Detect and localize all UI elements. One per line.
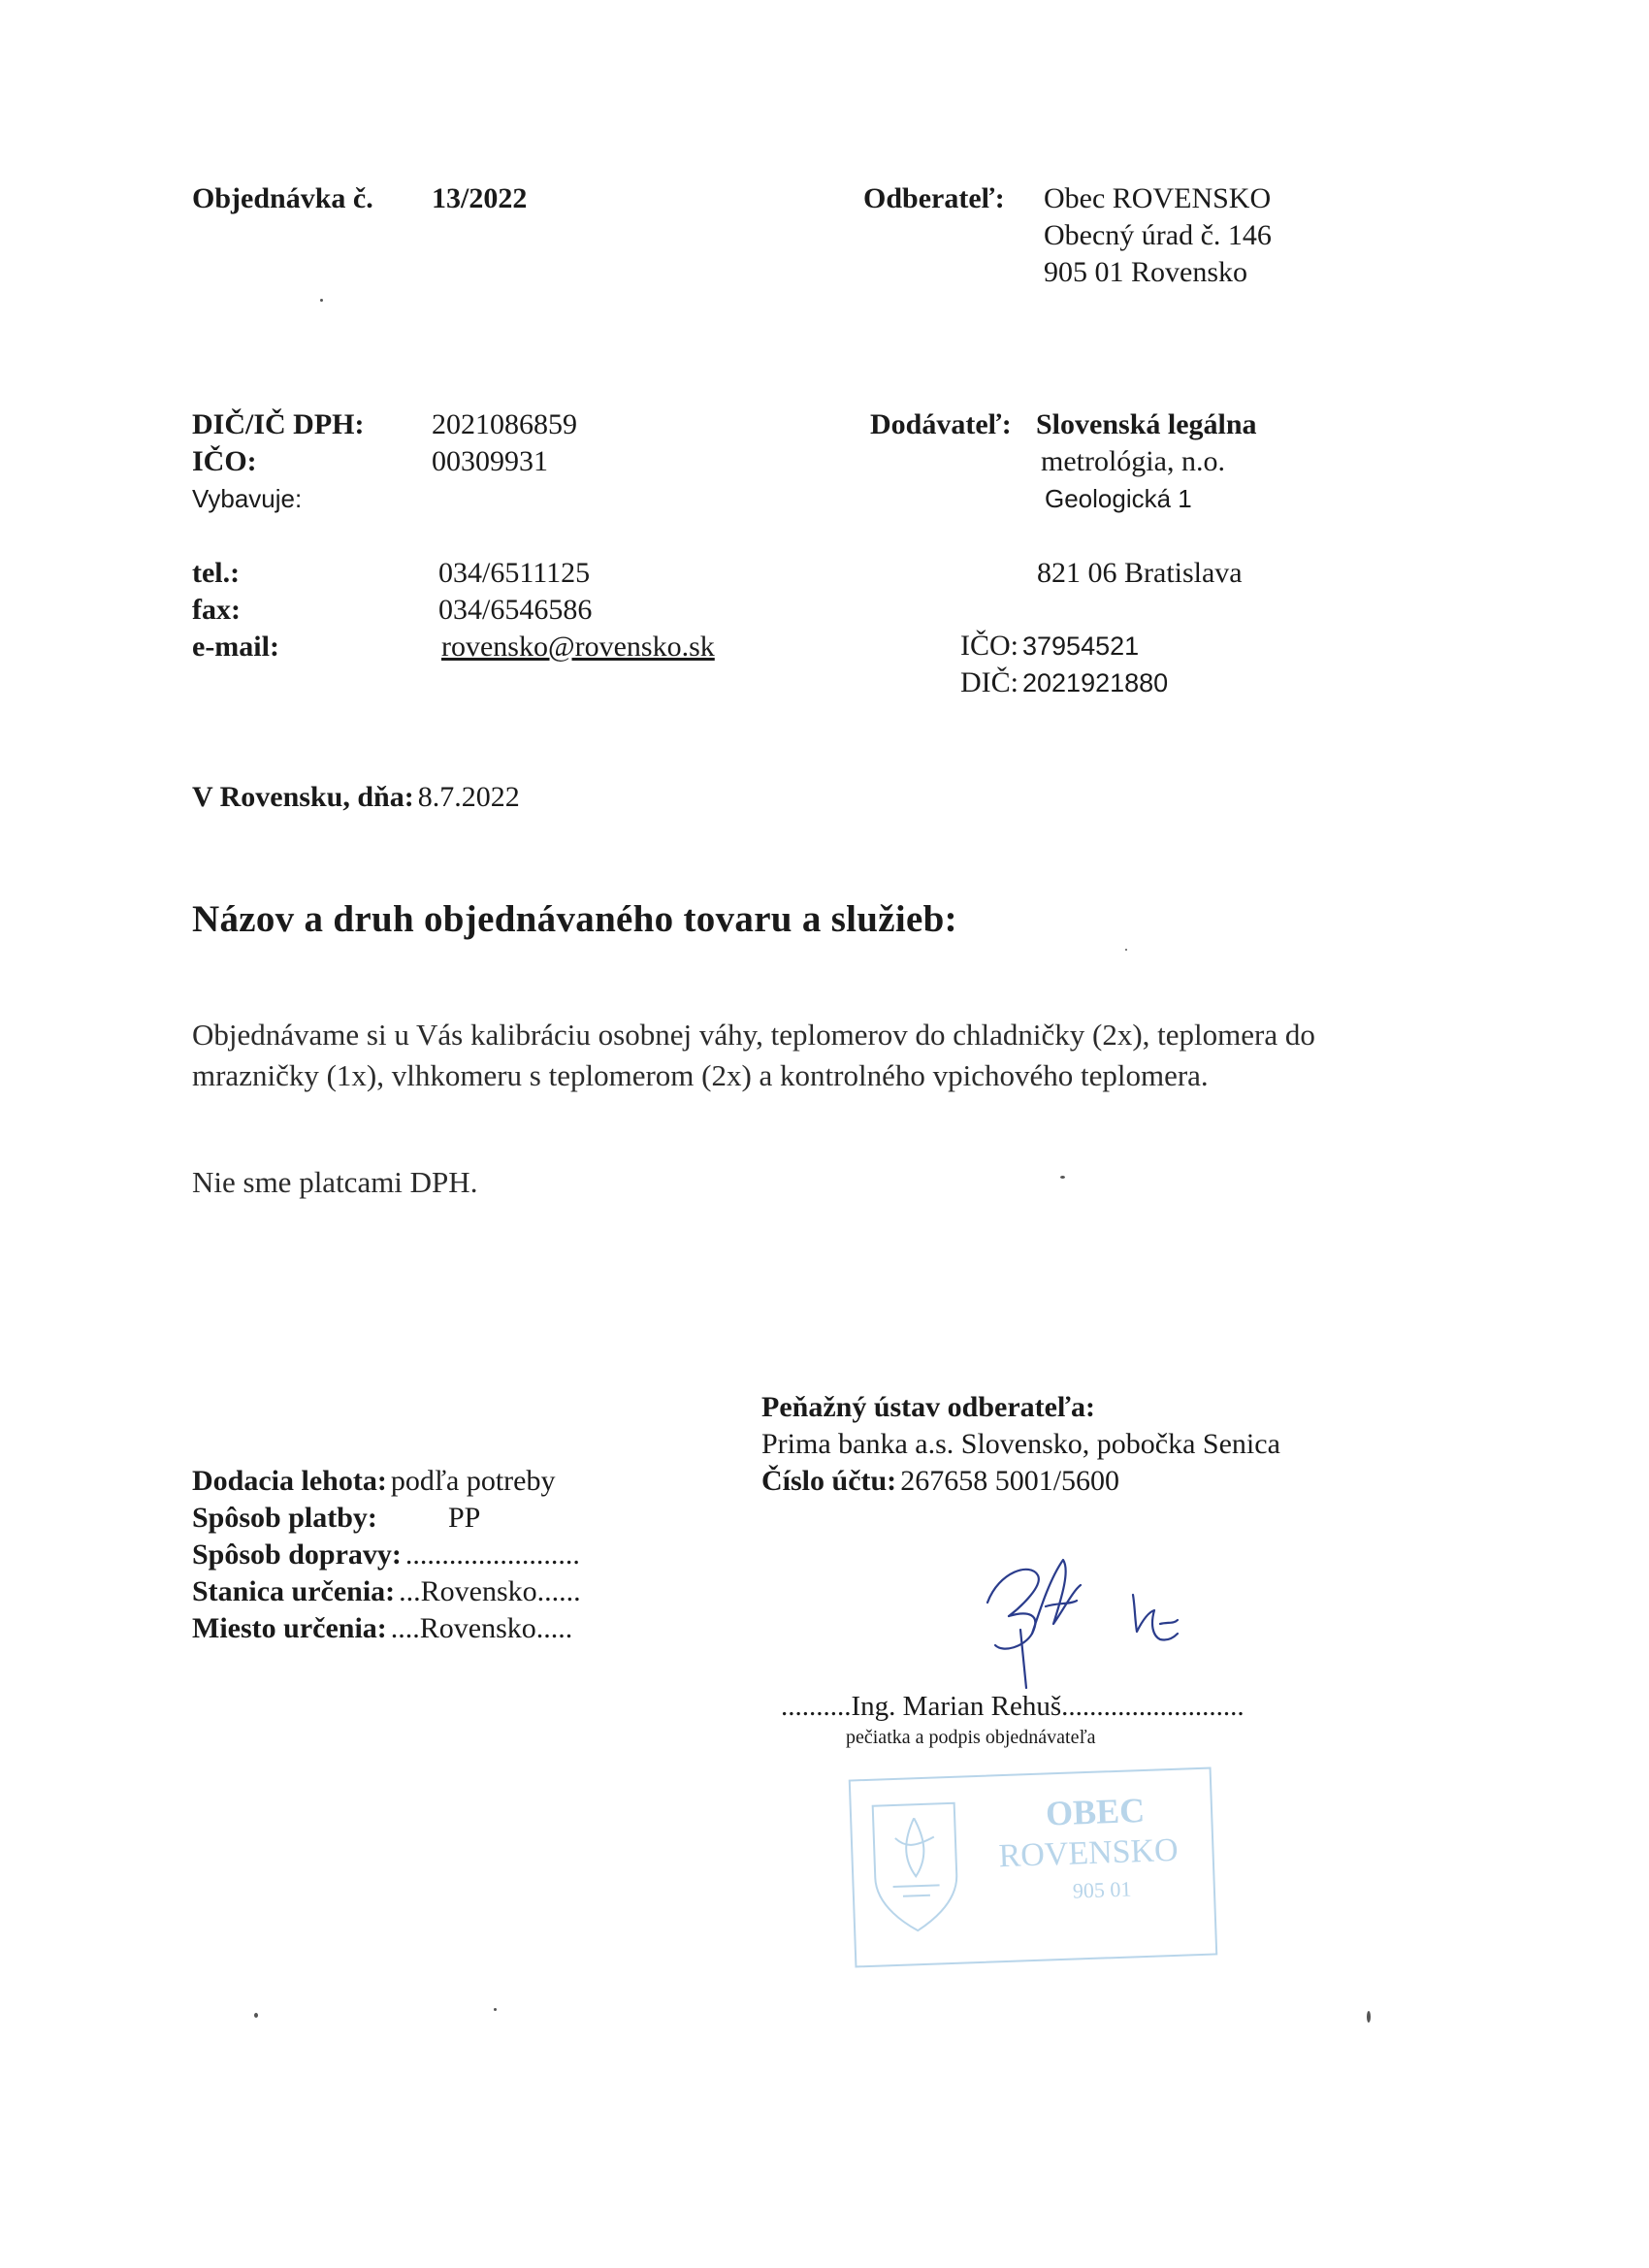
dic-value: 2021086859 [432, 408, 577, 440]
place-value: ....Rovensko..... [390, 1612, 573, 1644]
date-value: 8.7.2022 [417, 781, 520, 813]
scan-speck [494, 2008, 497, 2011]
coat-of-arms-icon [864, 1798, 966, 1936]
scan-speck [1125, 949, 1127, 951]
scan-speck [254, 2013, 258, 2018]
tel-value: 034/6511125 [438, 557, 591, 589]
scan-speck [1367, 2011, 1371, 2023]
date-label: V Rovensku, dňa: [192, 781, 414, 813]
supplier-ico-label: IČO: [960, 630, 1018, 662]
handwritten-signature [970, 1552, 1203, 1698]
stamp-line2: ROVENSKO [997, 1831, 1180, 1875]
order-number: 13/2022 [432, 182, 528, 214]
bank-label: Peňažný ústav odberateľa: [761, 1391, 1096, 1423]
order-label: Objednávka č. [192, 182, 373, 214]
supplier-dic-value: 2021921880 [1022, 668, 1169, 697]
account-value: 267658 5001/5600 [900, 1465, 1120, 1497]
ico-value: 00309931 [432, 445, 548, 477]
vat-note: Nie sme platcami DPH. [192, 1165, 478, 1199]
supplier-city: 821 06 Bratislava [1037, 557, 1243, 589]
delivery-station [192, 1577, 581, 1606]
term-label: Dodacia lehota: [192, 1465, 387, 1497]
term-value: podľa potreby [390, 1465, 556, 1497]
place-label: Miesto určenia: [192, 1612, 387, 1644]
order-date [192, 783, 520, 812]
customer-label: Odberateľ: [863, 182, 1005, 214]
delivery-place [192, 1614, 572, 1643]
customer-city: 905 01 Rovensko [1044, 256, 1247, 288]
official-stamp [849, 1767, 1218, 1968]
supplier-label: Dodávateľ: [870, 408, 1012, 440]
bank-account [761, 1467, 1119, 1496]
supplier-ico-value: 37954521 [1022, 632, 1140, 661]
delivery-transport [192, 1540, 580, 1570]
handled-by-label: Vybavuje: [192, 484, 303, 513]
signer-line: ..........Ing. Marian Rehuš.......................... [781, 1691, 1245, 1722]
scan-speck [1060, 1176, 1065, 1179]
transport-value: ........................ [404, 1539, 580, 1571]
goods-heading: Názov a druh objednávaného tovaru a služieb: [192, 898, 957, 940]
bank-name: Prima banka a.s. Slovensko, pobočka Senica [761, 1428, 1280, 1460]
station-label: Stanica určenia: [192, 1575, 396, 1607]
supplier-ico [960, 632, 1139, 661]
customer-office: Obecný úrad č. 146 [1044, 219, 1272, 251]
supplier-name-line2: metrológia, n.o. [1041, 445, 1225, 477]
transport-label: Spôsob dopravy: [192, 1539, 402, 1571]
fax-label: fax: [192, 594, 241, 626]
dic-label: DIČ/IČ DPH: [192, 408, 365, 440]
goods-description-line1: Objednávame si u Vás kalibráciu osobnej váhy, teplomerov do chladničky (2x), teplomera do [192, 1018, 1315, 1052]
ico-label: IČO: [192, 445, 257, 477]
tel-label: tel.: [192, 557, 241, 589]
customer-name: Obec ROVENSKO [1044, 182, 1272, 214]
stamp-line3: 905 01 [1072, 1876, 1132, 1903]
goods-description-line2: mrazničky (1x), vlhkomeru s teplomerom (2x) a kontrolného vpichového teplomera. [192, 1058, 1209, 1092]
station-value: ...Rovensko...... [399, 1575, 581, 1607]
payment-value: PP [448, 1502, 481, 1534]
scan-speck [320, 299, 323, 302]
email-link[interactable]: rovensko@rovensko.sk [441, 631, 715, 663]
supplier-street: Geologická 1 [1045, 484, 1192, 513]
delivery-term [192, 1467, 555, 1496]
fax-value: 034/6546586 [438, 594, 593, 626]
supplier-name-line1: Slovenská legálna [1036, 408, 1257, 440]
payment-label: Spôsob platby: [192, 1502, 377, 1534]
signature-caption: pečiatka a podpis objednávateľa [846, 1727, 1096, 1748]
email-label: e-mail: [192, 631, 279, 663]
stamp-line1: OBEC [1045, 1790, 1146, 1833]
supplier-dic-label: DIČ: [960, 666, 1018, 698]
supplier-dic [960, 668, 1168, 697]
account-label: Číslo účtu: [761, 1465, 897, 1497]
